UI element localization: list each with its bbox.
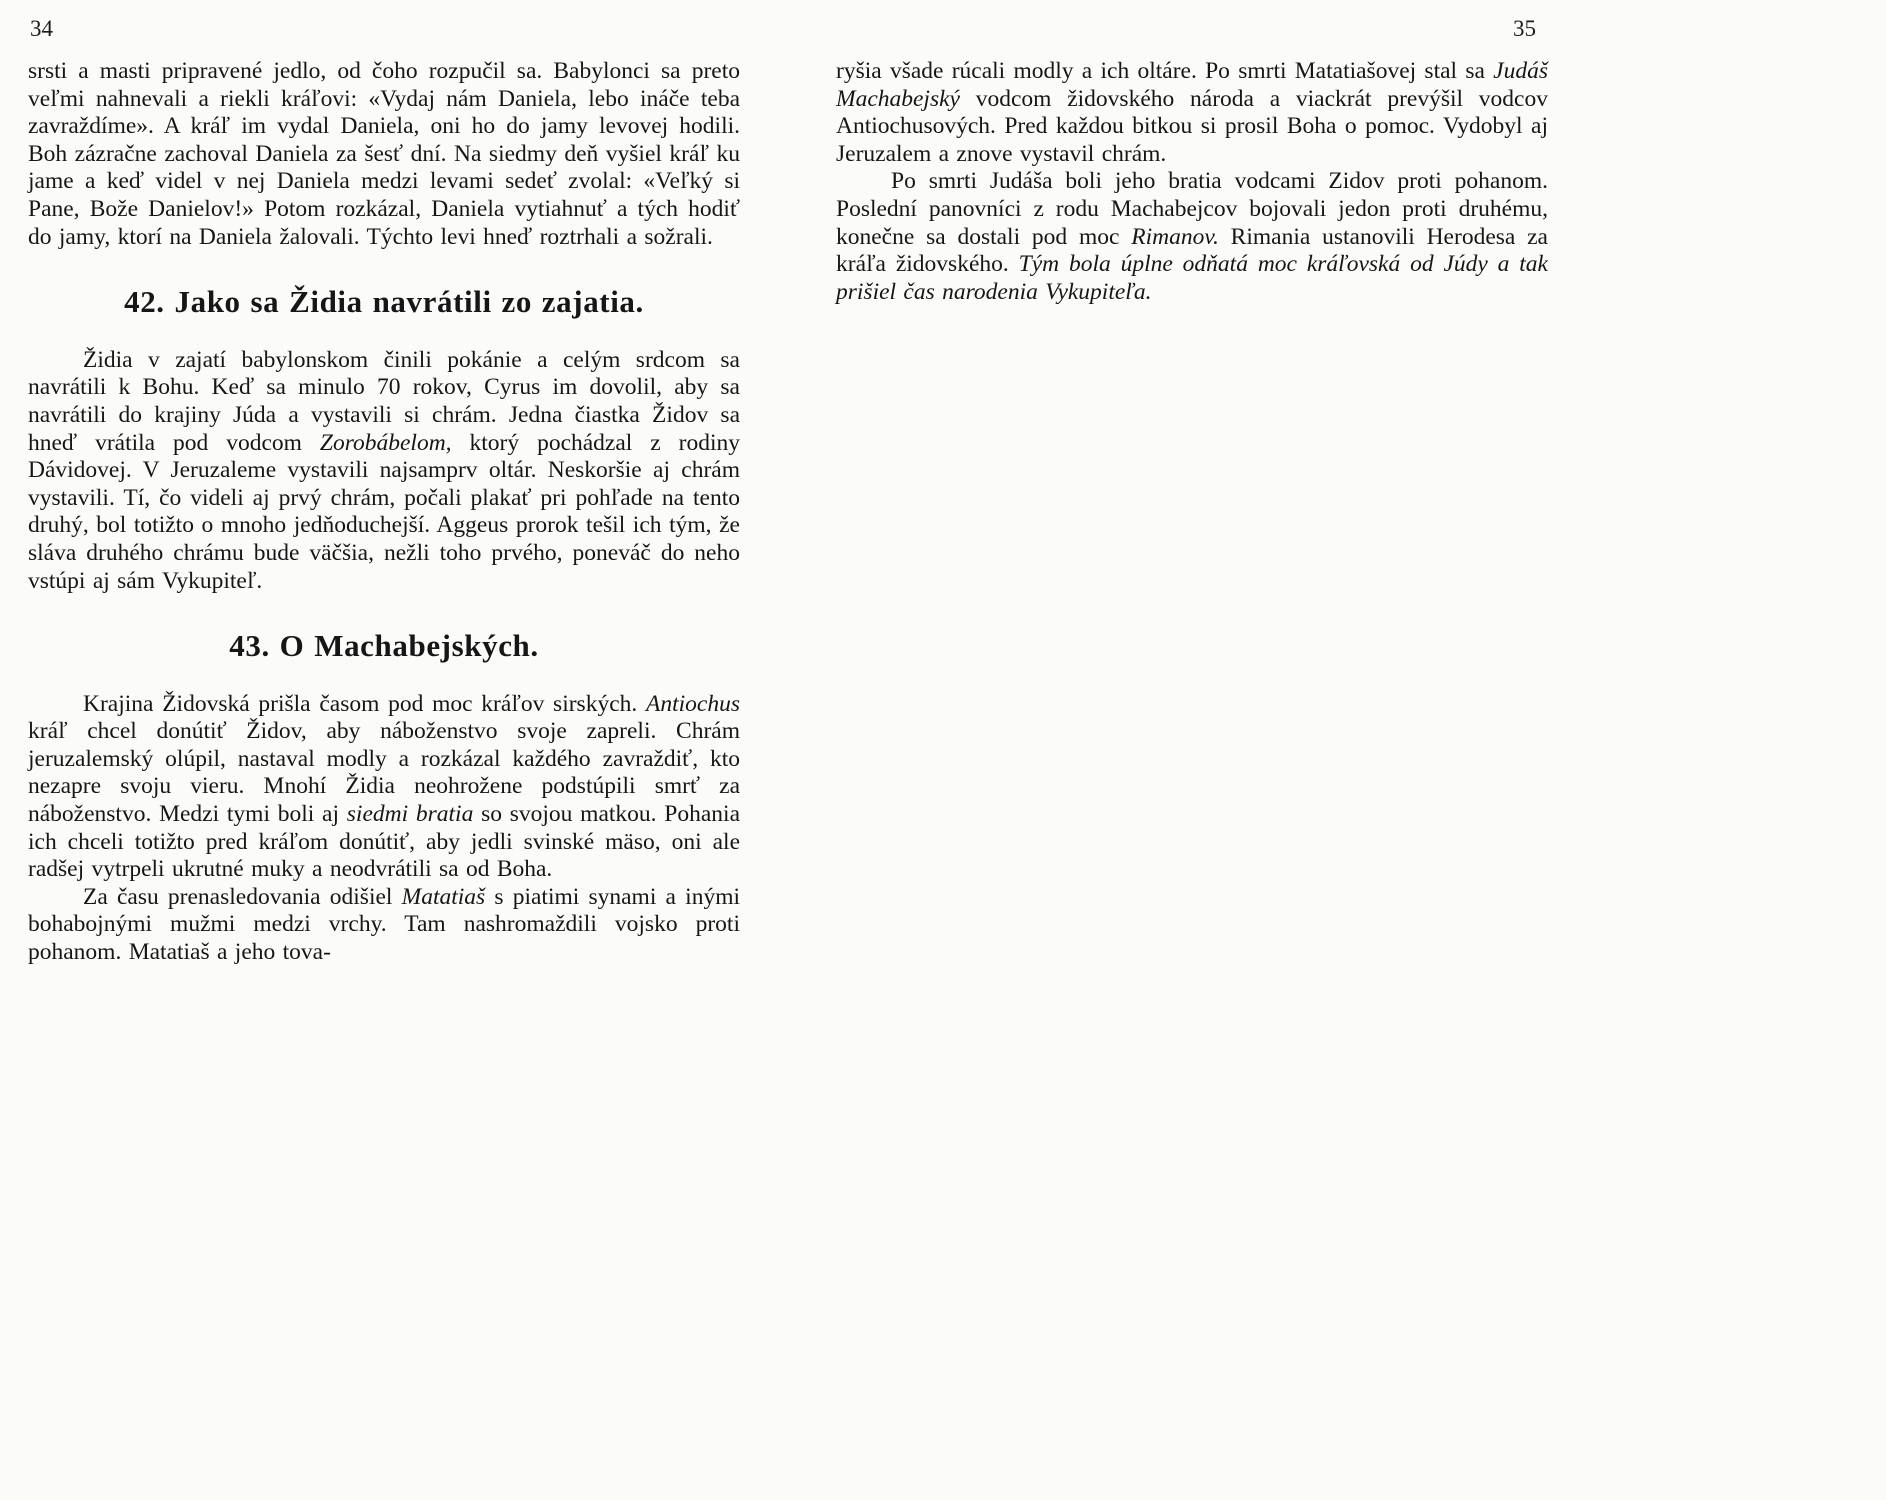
text-run: ktorý pochádzal z rodiny Dávidovej. V Jeruzaleme vystavili najsamprv oltár. Neskoršie aj chrám vystavili. Tí, čo videli aj prvý chrám, počali plakať pri pohľade na tento druhý, bol totižto o mnoho jedňoduchejší. Aggeus prorok tešil ich tým, že sláva druhého chrámu bude väčšia, nežli toho prvého, poneváč do neho vstúpi aj sám Vykupiteľ.	[28, 429, 740, 594]
paragraph	[28, 58, 740, 251]
page-left-content	[28, 58, 740, 967]
text-run-italic: Antiochus	[646, 690, 740, 717]
page-right-content	[836, 58, 1548, 306]
text-run-italic: Matatiaš	[401, 883, 486, 910]
text-run: ryšia všade rúcali modly a ich oltáre. Po smrti Matatiašovej stal sa	[836, 58, 1494, 84]
page-number-left: 34	[30, 16, 53, 41]
text-run: Za času prenasledovania odišiel	[83, 883, 402, 910]
text-run: s piatimi synami a inými bohabojnými mužmi medzi vrchy. Tam nashromaždili vojsko proti pohanom. Matatiaš a jeho tova-	[28, 883, 741, 966]
chapter-heading: 43. O Machabejských.	[229, 628, 539, 664]
page-number-right: 35	[1513, 16, 1536, 41]
text-run: Rimania ustanovili Herodesa za kráľa židovského.	[836, 223, 1548, 278]
text-run-italic: Rimanov.	[1131, 223, 1219, 250]
chapter-heading: 42. Jako sa Židia navrátili zo zajatia.	[124, 284, 644, 320]
text-run: Krajina Židovská prišla časom pod moc kráľov sirských.	[83, 690, 646, 717]
paragraph	[28, 884, 740, 967]
paragraph	[28, 347, 740, 595]
text-run: vodcom židovského národa a viackrát prevýšil vodcov Antiochusových. Pred každou bitkou si prosil Boha o pomoc. Vydobyl aj Jeruzalem a znove vystavil chrám.	[836, 85, 1548, 167]
text-run-italic: Judáš Machabejský	[836, 58, 1548, 112]
text-run-italic: Zorobábelom,	[319, 429, 452, 456]
text-run: srsti a masti pripravené jedlo, od čoho rozpučil sa. Babylonci sa preto veľmi nahnevali a riekli kráľovi: «Vydaj nám Daniela, lebo ináče teba zavraždíme». A kráľ im vydal Daniela, oni ho do jamy levovej hodili. Boh zázračne zachoval Daniela za šesť dní. Na siedmy deň vyšiel kráľ ku jame a keď videl v nej Daniela medzi levami sedeť zvolal: «Veľký si Pane, Bože Danielov!» Potom rozkázal, Daniela vytiahnuť a tých hodiť do jamy, ktorí na Daniela žalovali. Týchto levi hneď roztrhali a sožrali.	[28, 58, 740, 250]
paragraph	[28, 691, 740, 884]
text-run: so svojou matkou. Pohania ich chceli totižto pred kráľom donútiť, aby jedli svinské mäso, oni ale radšej vytrpeli ukrutné muky a neodvrátili sa od Boha.	[28, 801, 741, 883]
text-run-italic: siedmi bratia	[346, 801, 474, 828]
text-run-italic: Tým bola úplne odňatá moc kráľovská od Júdy a tak prišiel čas narodenia Vykupiteľa.	[836, 251, 1548, 305]
paragraph	[836, 58, 1548, 168]
paragraph	[836, 168, 1548, 306]
text-run: Po smrti Judáša boli jeho bratia vodcami Zidov proti pohanom. Poslední panovníci z rodu Machabejcov bojovali jedon proti druhému, konečne sa dostali pod moc	[836, 168, 1548, 250]
text-run: kráľ chcel donútiť Židov, aby náboženstvo svoje zapreli. Chrám jeruzalemský olúpil, nastaval modly a rozkázal každého zavraždiť, kto nezapre svoju vieru. Mnohí Židia neohrožene podstúpili smrť za náboženstvo. Medzi tymi boli aj	[28, 718, 740, 828]
text-run: Židia v zajatí babylonskom činili pokánie a celým srdcom sa navrátili k Bohu. Keď sa minulo 70 rokov, Cyrus im dovolil, aby sa navrátili do krajiny Júda a vystavili si chrám. Jedna čiastka Židov sa hneď vrátila pod vodcom	[28, 346, 740, 456]
